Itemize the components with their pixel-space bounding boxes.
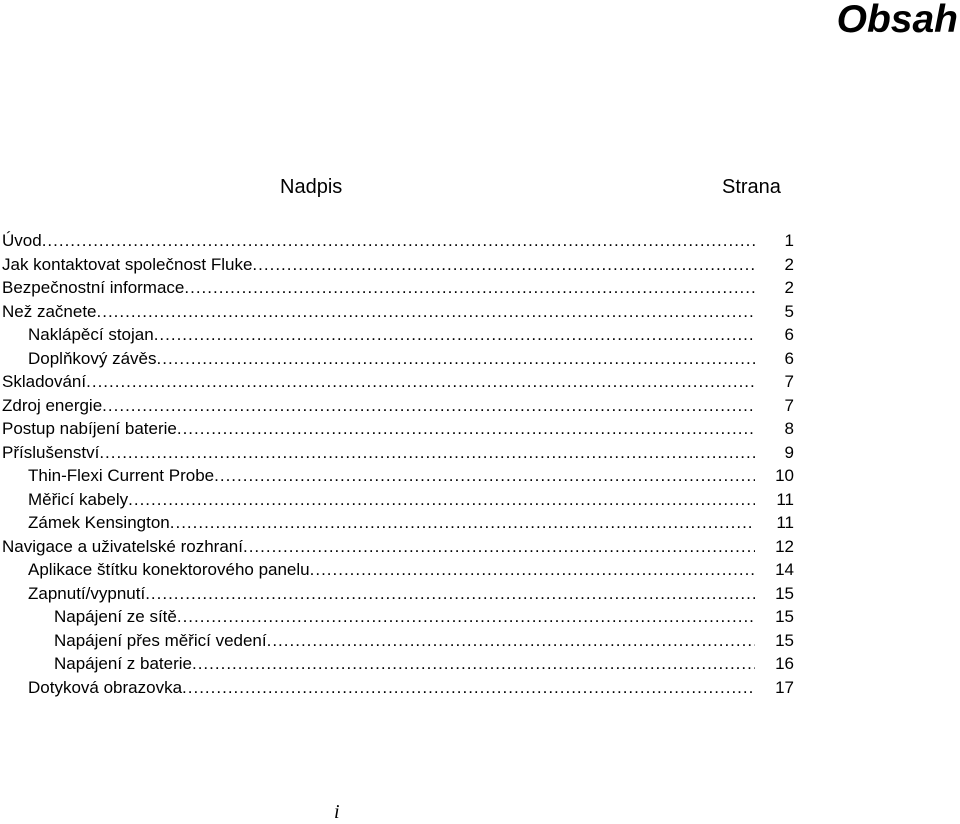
toc-page-number: 14	[775, 560, 794, 579]
toc-page-number: 16	[775, 654, 794, 673]
toc-entry	[28, 347, 755, 371]
toc-row[interactable]	[0, 464, 960, 488]
toc-row[interactable]	[0, 347, 960, 371]
toc-page-number: 2	[784, 254, 794, 274]
toc-dot-leader	[267, 629, 755, 653]
toc-entry-label: Jak kontaktovat společnost Fluke	[2, 254, 253, 274]
toc-row[interactable]	[0, 511, 960, 535]
toc-entry	[28, 676, 755, 700]
toc-entry	[2, 417, 755, 441]
toc-entry-label: Naklápěcí stojan	[28, 325, 154, 344]
toc-entry-label: Příslušenství	[2, 442, 100, 462]
toc-entry	[28, 323, 755, 347]
toc-page-number: 1	[784, 231, 794, 250]
toc-page-number: 17	[775, 677, 794, 697]
toc-entry	[28, 511, 755, 535]
toc-row[interactable]	[0, 394, 960, 418]
toc-entry	[54, 652, 755, 676]
toc-dot-leader	[154, 323, 755, 347]
toc-row[interactable]	[0, 253, 960, 277]
toc-dot-leader	[86, 370, 755, 394]
toc-page-number: 6	[784, 325, 794, 344]
toc-entry	[2, 535, 755, 559]
toc-page-number: 15	[775, 630, 794, 650]
toc-entry	[54, 629, 755, 653]
page-column-header: Strana	[722, 176, 781, 198]
toc-entry	[28, 558, 755, 582]
toc-entry-label: Než začnete	[2, 301, 97, 321]
toc-entry-label: Úvod	[2, 231, 42, 250]
toc-page-number: 2	[784, 278, 794, 297]
toc-row[interactable]	[0, 535, 960, 559]
toc-page-number: 11	[776, 513, 794, 532]
toc-entry-label: Dotyková obrazovka	[28, 677, 183, 697]
toc-entry	[28, 464, 755, 488]
toc-dot-leader	[42, 229, 755, 253]
toc-entry	[2, 300, 755, 324]
toc-dot-leader	[177, 605, 755, 629]
toc-page-number: 10	[775, 466, 794, 485]
toc-dot-leader	[128, 488, 755, 512]
toc-entry	[2, 229, 755, 253]
toc-entry	[2, 394, 755, 418]
toc-dot-leader	[97, 300, 756, 324]
toc-dot-leader	[310, 558, 755, 582]
toc-entry-label: Aplikace štítku konektorového panelu	[28, 560, 310, 579]
toc-dot-leader	[170, 511, 755, 535]
toc-dot-leader	[157, 347, 755, 371]
toc-page-number: 15	[775, 607, 794, 626]
toc-row[interactable]	[0, 676, 960, 700]
page-number-footer: i	[334, 801, 340, 823]
toc-dot-leader	[243, 535, 755, 559]
toc-row[interactable]	[0, 582, 960, 606]
toc-page-number: 5	[784, 301, 794, 321]
toc-entry-label: Thin-Flexi Current Probe	[28, 466, 215, 485]
toc-entry	[2, 441, 755, 465]
toc-page-number: 6	[784, 348, 794, 368]
toc-page-number: 7	[784, 395, 794, 415]
toc-dot-leader	[192, 652, 755, 676]
toc-row[interactable]	[0, 488, 960, 512]
toc-entry-label: Skladování	[2, 372, 87, 391]
page-title: Obsah	[836, 0, 958, 41]
toc-dot-leader	[252, 253, 755, 277]
toc-entry	[2, 370, 755, 394]
toc-entry	[28, 488, 755, 512]
toc-page-number: 8	[784, 419, 794, 438]
toc-row[interactable]	[0, 300, 960, 324]
heading-column-header: Nadpis	[280, 176, 343, 198]
toc-row[interactable]	[0, 276, 960, 300]
toc-entry-label: Napájení ze sítě	[54, 607, 177, 626]
toc-row[interactable]	[0, 605, 960, 629]
toc-entry-label: Postup nabíjení baterie	[2, 419, 177, 438]
toc-dot-leader	[102, 394, 755, 418]
toc-dot-leader	[214, 464, 755, 488]
toc-page-number: 7	[784, 372, 794, 391]
toc-row[interactable]	[0, 370, 960, 394]
toc-entry-label: Bezpečnostní informace	[2, 278, 185, 297]
toc-entry-label: Zapnutí/vypnutí	[28, 583, 146, 603]
toc-page-number: 11	[776, 489, 794, 509]
toc-dot-leader	[99, 441, 755, 465]
toc-row[interactable]	[0, 441, 960, 465]
toc-page-number: 9	[784, 442, 794, 462]
toc-row[interactable]	[0, 417, 960, 441]
toc-entry-label: Zámek Kensington	[28, 513, 170, 532]
toc-row[interactable]	[0, 323, 960, 347]
toc-page-number: 15	[775, 583, 794, 603]
toc-dot-leader	[182, 676, 755, 700]
toc-entry-label: Zdroj energie	[2, 395, 103, 415]
toc-row[interactable]	[0, 558, 960, 582]
toc-row[interactable]	[0, 652, 960, 676]
toc-entry	[28, 582, 755, 606]
toc-entry	[54, 605, 755, 629]
toc-row[interactable]	[0, 629, 960, 653]
toc-entry	[2, 253, 755, 277]
toc-page-number: 12	[775, 536, 794, 556]
toc-entry-label: Doplňkový závěs	[28, 348, 157, 368]
toc-entry-label: Navigace a uživatelské rozhraní	[2, 536, 243, 556]
toc-row[interactable]	[0, 229, 960, 253]
toc-dot-leader	[184, 276, 755, 300]
toc-dot-leader	[145, 582, 755, 606]
toc-entry-label: Napájení přes měřicí vedení	[54, 630, 267, 650]
toc-entry	[2, 276, 755, 300]
toc-entry-label: Měřicí kabely	[28, 489, 129, 509]
toc-entry-label: Napájení z baterie	[54, 654, 192, 673]
toc-dot-leader	[177, 417, 755, 441]
